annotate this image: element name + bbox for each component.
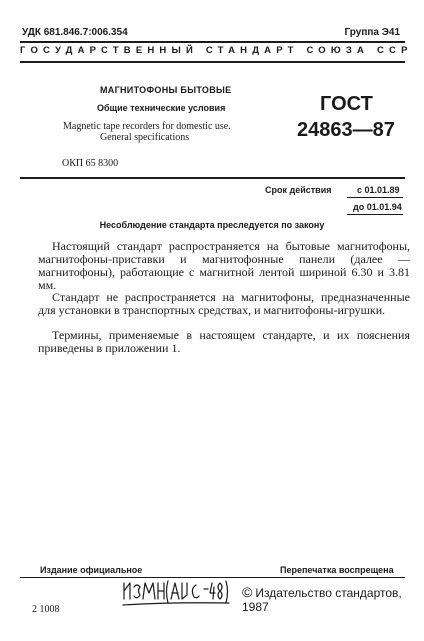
english-title-line-1: Magnetic tape recorders for domestic use. xyxy=(63,121,231,132)
gost-number: 24863—87 xyxy=(297,119,395,141)
banner-rule xyxy=(20,61,405,63)
english-title-line-2: General specifications xyxy=(100,132,190,143)
handwritten-amendment-note xyxy=(121,577,231,609)
state-standard-banner: ГОСУДАРСТВЕННЫЙ СТАНДАРТ СОЮЗА ССР xyxy=(20,45,413,56)
law-notice: Несоблюдение стандарта преследуется по закону xyxy=(99,220,325,230)
group-code: Группа Э41 xyxy=(344,27,400,38)
section-rule xyxy=(20,177,405,179)
body-paragraph: Настоящий стандарт распространяется на бытовые магнитофоны, магнитофоны-приставки и магнитофонные панели (далее — магнитофоны), работающие с магнитной лентой шириной 6.30 и 3.81 мм. xyxy=(38,239,410,292)
copyright-notice xyxy=(242,584,424,614)
okp-code: ОКП 65 8300 xyxy=(62,158,119,169)
edition-label: Издание официальное xyxy=(40,565,143,575)
body-paragraph: Стандарт не распространяется на магнитофоны, предназначенные для установки в транспортных средствах, и магнитофоны-игрушки. xyxy=(38,290,410,317)
reprint-notice: Перепечатка воспрещена xyxy=(280,565,394,575)
body-paragraph: Термины, применяемые в настоящем стандарте, и их пояснения приведены в приложении 1. xyxy=(38,328,410,355)
validity-underline xyxy=(347,197,403,198)
gost-label: ГОСТ xyxy=(320,93,373,115)
validity-label: Срок действия xyxy=(265,185,332,195)
document-subtitle: Общие технические условия xyxy=(97,103,226,113)
copyright-icon: © xyxy=(242,584,253,600)
document-title: МАГНИТОФОНЫ БЫТОВЫЕ xyxy=(100,85,232,95)
copyright-text: Издательство стандартов, 1987 xyxy=(242,586,402,614)
udk-code: УДК 681.846.7:006.354 xyxy=(22,27,128,38)
validity-underline xyxy=(347,214,403,215)
validity-from: с 01.01.89 xyxy=(357,185,400,195)
top-rule xyxy=(20,41,405,43)
validity-to: до 01.01.94 xyxy=(353,202,402,212)
page-number: 2 1008 xyxy=(32,604,60,615)
